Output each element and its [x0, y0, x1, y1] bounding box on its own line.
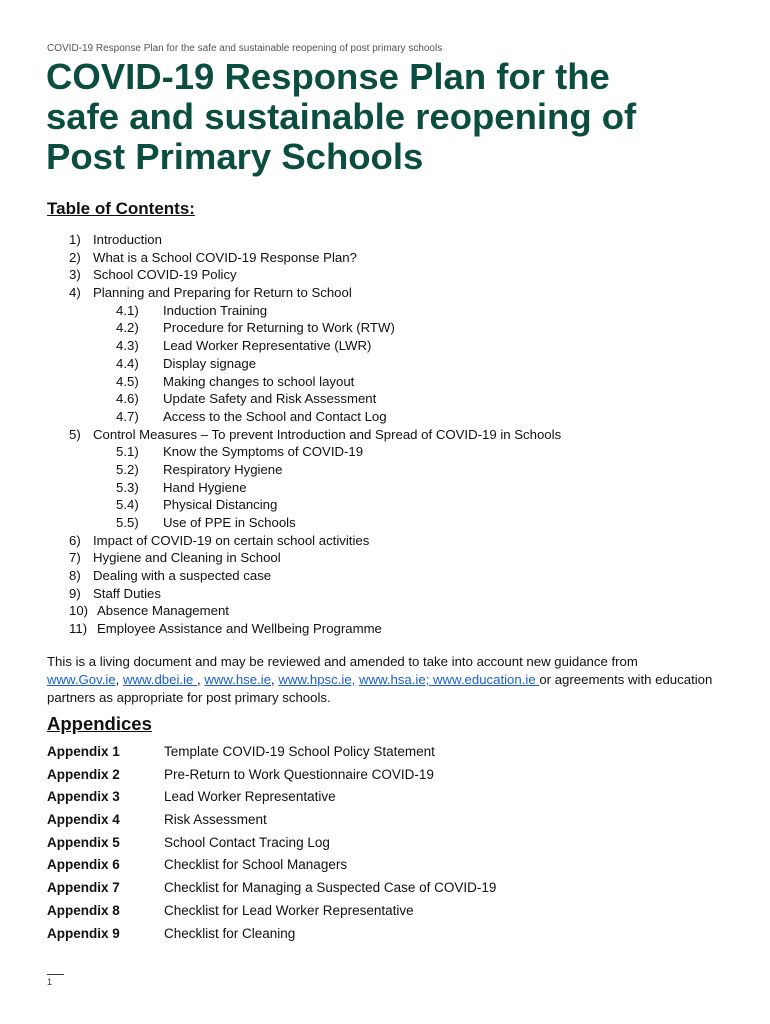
toc-subitem[interactable]: [0, 337, 770, 355]
appendix-title: Checklist for Managing a Suspected Case of COVID-19: [164, 880, 497, 896]
toc-item-number: 4.1): [116, 302, 139, 318]
toc-item-label: Control Measures – To prevent Introduction and Spread of COVID-19 in Schools: [93, 426, 562, 442]
appendices-list: [0, 742, 770, 946]
link-hpsc[interactable]: www.hpsc.ie,: [278, 672, 356, 687]
toc-item-number: 2): [69, 249, 81, 265]
toc-item-label: Display signage: [163, 355, 257, 371]
toc-item-label: Planning and Preparing for Return to School: [93, 285, 352, 301]
toc-item[interactable]: [0, 620, 770, 638]
toc-item-number: 4.4): [116, 355, 139, 371]
toc-item-label: Update Safety and Risk Assessment: [163, 391, 377, 407]
appendix-title: Pre-Return to Work Questionnaire COVID-19: [164, 766, 434, 782]
table-of-contents: [0, 231, 770, 638]
toc-subitem[interactable]: [0, 302, 770, 320]
toc-item[interactable]: [0, 284, 770, 302]
toc-item[interactable]: [0, 231, 770, 249]
toc-subitem[interactable]: [0, 390, 770, 408]
toc-item-label: Dealing with a suspected case: [93, 568, 272, 584]
toc-item[interactable]: [0, 549, 770, 567]
toc-item-label: Impact of COVID-19 on certain school activities: [93, 532, 370, 548]
toc-item-number: 5.3): [116, 479, 139, 495]
toc-item-label: What is a School COVID-19 Response Plan?: [93, 249, 357, 265]
toc-item-number: 4): [69, 285, 81, 301]
appendix-row: [0, 833, 770, 856]
toc-item-number: 10): [69, 603, 89, 619]
toc-subitem[interactable]: [0, 514, 770, 532]
appendix-number: Appendix 2: [47, 766, 120, 782]
toc-item-label: Physical Distancing: [163, 497, 278, 513]
appendix-row: [0, 787, 770, 810]
appendix-title: Checklist for Cleaning: [164, 925, 296, 941]
toc-item-label: Induction Training: [163, 302, 268, 318]
appendix-title: Checklist for School Managers: [164, 857, 348, 873]
appendix-title: School Contact Tracing Log: [164, 834, 330, 850]
appendix-row: [0, 901, 770, 924]
toc-item[interactable]: [0, 532, 770, 550]
appendix-title: Risk Assessment: [164, 812, 267, 828]
toc-item-label: Absence Management: [97, 603, 229, 619]
appendix-number: Appendix 3: [47, 789, 120, 805]
toc-item-number: 8): [69, 568, 81, 584]
toc-item-label: Hygiene and Cleaning in School: [93, 550, 281, 566]
toc-item[interactable]: [0, 585, 770, 603]
note-separator: ,: [115, 672, 123, 687]
appendix-title: Checklist for Lead Worker Representative: [164, 902, 414, 918]
title-line-3: Post Primary Schools: [46, 136, 424, 177]
toc-item[interactable]: [0, 567, 770, 585]
toc-subitem[interactable]: [0, 355, 770, 373]
toc-item-number: 1): [69, 232, 81, 247]
note-text: may be reviewed and amended to take into account new guidance from: [217, 654, 638, 669]
toc-item-number: 5.5): [116, 515, 139, 530]
toc-item-number: 4.6): [116, 391, 139, 407]
appendix-number: Appendix 9: [47, 925, 120, 941]
toc-item-label: Introduction: [93, 232, 162, 247]
toc-item-label: Staff Duties: [93, 585, 161, 601]
appendix-row: [0, 810, 770, 833]
toc-item[interactable]: [0, 266, 770, 284]
toc-subitem[interactable]: [0, 496, 770, 514]
toc-subitem[interactable]: [0, 443, 770, 461]
toc-item-label: School COVID-19 Policy: [93, 267, 237, 283]
appendix-number: Appendix 4: [47, 812, 120, 828]
toc-item-label: Employee Assistance and Wellbeing Programme: [97, 621, 382, 637]
toc-item-label: Hand Hygiene: [163, 479, 247, 495]
toc-subitem[interactable]: [0, 461, 770, 479]
toc-item-label: Use of PPE in Schools: [163, 515, 296, 530]
appendix-row: [0, 924, 770, 947]
appendix-row: [0, 742, 770, 765]
toc-item[interactable]: [0, 426, 770, 444]
toc-subitem[interactable]: [0, 408, 770, 426]
toc-item-number: 4.3): [116, 338, 139, 354]
toc-item-number: 5.2): [116, 461, 139, 477]
toc-item-label: Access to the School and Contact Log: [163, 408, 387, 424]
link-hse[interactable]: www.hse.ie: [204, 672, 272, 687]
toc-item-number: 4.5): [116, 373, 139, 389]
toc-item-number: 3): [69, 267, 81, 283]
toc-item-number: 11): [69, 621, 88, 637]
appendix-number: Appendix 8: [47, 902, 120, 918]
link-dbei[interactable]: www.dbei.ie: [122, 672, 197, 687]
appendix-number: Appendix 5: [47, 834, 120, 850]
running-header: COVID-19 Response Plan for the safe and sustainable reopening of post primary schools: [47, 43, 443, 54]
appendix-row: [0, 878, 770, 901]
toc-item-number: 4.2): [116, 320, 139, 336]
appendices-heading: Appendices: [47, 713, 152, 734]
title-line-1: COVID-19 Response Plan for the: [46, 56, 610, 97]
note-separator: ,: [271, 672, 279, 687]
toc-item-number: 4.7): [116, 408, 139, 424]
toc-subitem[interactable]: [0, 319, 770, 337]
appendix-row: [0, 765, 770, 788]
link-gov[interactable]: www.Gov.ie: [47, 672, 116, 687]
toc-item[interactable]: [0, 249, 770, 267]
toc-item-label: Making changes to school layout: [163, 373, 355, 389]
toc-item[interactable]: [0, 602, 770, 620]
appendix-row: [0, 855, 770, 878]
appendix-number: Appendix 6: [47, 857, 120, 873]
toc-item-number: 5.4): [116, 497, 139, 513]
toc-item-label: Procedure for Returning to Work (RTW): [163, 320, 395, 336]
toc-item-label: Know the Symptoms of COVID-19: [163, 444, 364, 460]
toc-item-number: 5): [69, 426, 81, 442]
living-document-note: [47, 653, 737, 707]
page-title: [46, 57, 746, 177]
appendix-title: Lead Worker Representative: [164, 789, 336, 805]
link-hsa-education[interactable]: www.hsa.ie; www.education.ie: [359, 672, 540, 687]
toc-subitem[interactable]: [0, 373, 770, 391]
toc-item-number: 7): [69, 550, 81, 566]
note-separator: ,: [197, 672, 205, 687]
appendix-title: Template COVID-19 School Policy Statement: [164, 744, 435, 759]
note-text: This is a living document and: [47, 654, 218, 669]
note-text: or agreements with education partners as appropriate for post primary schools.: [47, 672, 713, 705]
appendix-number: Appendix 7: [47, 880, 120, 896]
page-number: 1: [47, 977, 53, 987]
toc-item-number: 5.1): [116, 444, 139, 460]
toc-item-label: Respiratory Hygiene: [163, 461, 283, 477]
toc-subitem[interactable]: [0, 479, 770, 497]
toc-item-number: 9): [69, 585, 81, 601]
footnote-divider: [47, 974, 64, 975]
toc-item-label: Lead Worker Representative (LWR): [163, 338, 372, 354]
appendix-number: Appendix 1: [47, 744, 120, 759]
title-line-2: safe and sustainable reopening of: [46, 96, 637, 137]
toc-heading: Table of Contents:: [47, 199, 195, 218]
toc-item-number: 6): [69, 532, 81, 548]
